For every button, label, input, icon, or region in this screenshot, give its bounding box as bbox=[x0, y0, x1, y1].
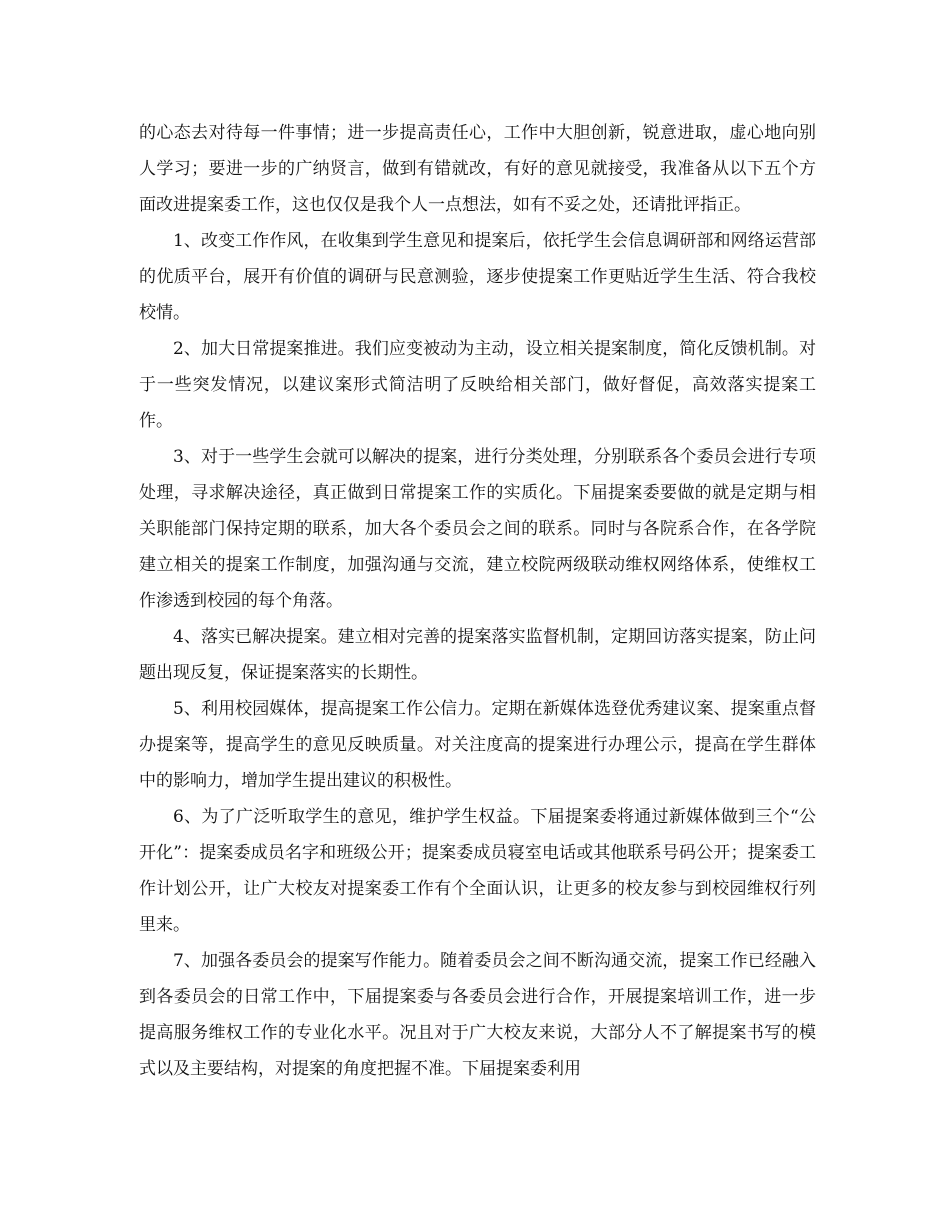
paragraph-item-4: 4、落实已解决提案。建立相对完善的提案落实监督机制，定期回访落实提案，防止问题出现反复，保证提案落实的长期性。 bbox=[139, 627, 816, 683]
paragraph-item-7: 7、加强各委员会的提案写作能力。随着委员会之间不断沟通交流，提案工作已经融入到各委员会的日常工作中，下届提案委与各委员会进行合作，开展提案培训工作，进一步提高服务维权工作的专业化水平。况且对于广大校友来说，大部分人不了解提案书写的模式以及主要结构，对提案的角度把握不准。下届提案委利用 bbox=[139, 951, 816, 1079]
paragraph-item-6: 6、为了广泛听取学生的意见，维护学生权益。下届提案委将通过新媒体做到三个“公开化”：提案委成员名字和班级公开；提案委成员寝室电话或其他联系号码公开；提案委工作计划公开，让广大校友对提案委工作有个全面认识，让更多的校友参与到校园维权行列里来。 bbox=[139, 807, 816, 935]
paragraph-item-2: 2、加大日常提案推进。我们应变被动为主动，设立相关提案制度，简化反馈机制。对于一些突发情况，以建议案形式简洁明了反映给相关部门，做好督促，高效落实提案工作。 bbox=[139, 339, 816, 431]
paragraph-item-1: 1、改变工作作风，在收集到学生意见和提案后，依托学生会信息调研部和网络运营部的优质平台，展开有价值的调研与民意测验，逐步使提案工作更贴近学生生活、符合我校校情。 bbox=[139, 231, 816, 323]
document-body bbox=[139, 115, 816, 1087]
paragraph-continuation: 的心态去对待每一件事情；进一步提高责任心，工作中大胆创新，锐意进取，虚心地向别人学习；要进一步的广纳贤言，做到有错就改，有好的意见就接受，我准备从以下五个方面改进提案委工作，这也仅仅是我个人一点想法，如有不妥之处，还请批评指正。 bbox=[139, 123, 816, 215]
paragraph-item-3: 3、对于一些学生会就可以解决的提案，进行分类处理，分别联系各个委员会进行专项处理，寻求解决途径，真正做到日常提案工作的实质化。下届提案委要做的就是定期与相关职能部门保持定期的联系，加大各个委员会之间的联系。同时与各院系合作，在各学院建立相关的提案工作制度，加强沟通与交流，建立校院两级联动维权网络体系，使维权工作渗透到校园的每个角落。 bbox=[139, 447, 816, 611]
paragraph-item-5: 5、利用校园媒体，提高提案工作公信力。定期在新媒体选登优秀建议案、提案重点督办提案等，提高学生的意见反映质量。对关注度高的提案进行办理公示，提高在学生群体中的影响力，增加学生提出建议的积极性。 bbox=[139, 699, 816, 791]
